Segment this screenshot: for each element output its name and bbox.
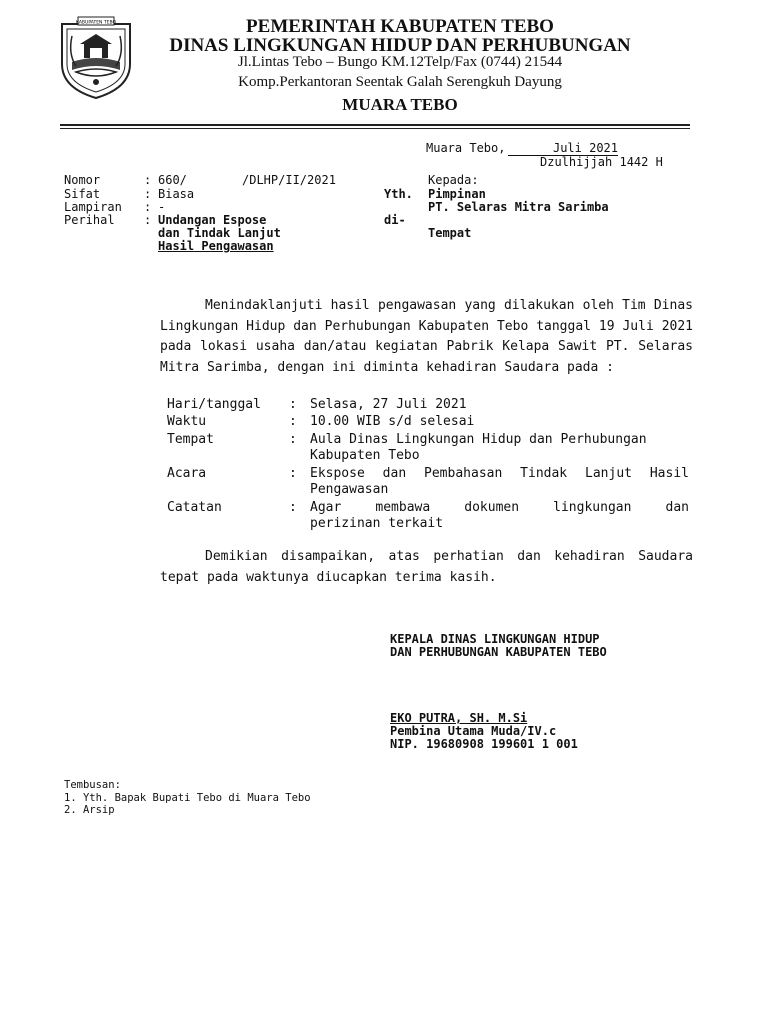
signatory-name: EKO PUTRA, SH. M.Si xyxy=(390,711,528,725)
signatory-title-1: KEPALA DINAS LINGKUNGAN HIDUP xyxy=(390,632,600,646)
recipient-tempat: Tempat xyxy=(428,226,472,240)
nomor-label: Nomor xyxy=(64,173,101,187)
detail-value-line: Kabupaten Tebo xyxy=(310,448,420,463)
letterhead-agency: DINAS LINGKUNGAN HIDUP DAN PERHUBUNGAN xyxy=(169,35,631,56)
recipient-yth: Yth. xyxy=(384,187,413,201)
detail-row xyxy=(167,414,689,430)
letterhead-government: PEMERINTAH KABUPATEN TEBO xyxy=(246,16,554,37)
detail-row xyxy=(167,397,689,413)
perihal-line-1: Undangan Espose xyxy=(158,213,267,227)
detail-value-line: perizinan terkait xyxy=(310,516,444,531)
letterhead-rule-thick xyxy=(60,124,690,126)
detail-value xyxy=(310,466,689,498)
colon: : xyxy=(289,466,297,481)
perihal-line-3: Hasil Pengawasan xyxy=(158,239,274,253)
colon: : xyxy=(289,500,297,515)
logo-lettering: KABUPATEN TEBO xyxy=(75,20,117,26)
lampiran-label: Lampiran xyxy=(64,200,122,214)
detail-label: Catatan xyxy=(167,500,222,515)
detail-row xyxy=(167,432,689,464)
detail-row xyxy=(167,466,689,498)
detail-value-line: Ekspose dan Pembahasan Tindak Lanjut Hasil xyxy=(310,466,689,481)
detail-value xyxy=(310,414,689,430)
tembusan-label: Tembusan: xyxy=(64,779,121,791)
detail-label: Acara xyxy=(167,466,207,481)
colon: : xyxy=(144,213,152,227)
detail-value-line: Pengawasan xyxy=(310,482,389,497)
colon: : xyxy=(144,173,152,187)
letterhead-rule-thin xyxy=(60,128,690,129)
nomor-value: 660/ xyxy=(158,173,187,187)
letterhead-complex: Komp.Perkantoran Seentak Galah Serengkuh Dayung xyxy=(238,74,562,90)
body-paragraph-1: Menindaklanjuti hasil pengawasan yang dilakukan oleh Tim Dinas Lingkungan Hidup dan Perhubungan Kabupaten Tebo tanggal 19 Juli 2021 pada lokasi usaha dan/atau kegiatan Pabrik Kelapa Sawit PT. Selaras Mitra Sarimba, dengan ini diminta kehadiran Saudara pada : xyxy=(160,298,693,375)
signatory-nip: NIP. 19680908 199601 1 001 xyxy=(390,737,578,751)
detail-value xyxy=(310,432,689,464)
detail-value-line: Agar membawa dokumen lingkungan dan xyxy=(310,500,689,515)
detail-value-line: Selasa, 27 Juli 2021 xyxy=(310,397,467,412)
detail-row xyxy=(167,500,689,532)
perihal-label: Perihal xyxy=(64,213,115,227)
detail-value xyxy=(310,500,689,532)
detail-value xyxy=(310,397,689,413)
body-paragraph-2: Demikian disampaikan, atas perhatian dan kehadiran Saudara tepat pada waktunya diucapkan terima kasih. xyxy=(160,549,693,585)
sifat-label: Sifat xyxy=(64,187,101,201)
colon: : xyxy=(289,397,297,412)
recipient-di: di- xyxy=(384,213,406,227)
signatory-title-2: DAN PERHUBUNGAN KABUPATEN TEBO xyxy=(390,645,607,659)
letterhead-address: Jl.Lintas Tebo – Bungo KM.12Telp/Fax (0744) 21544 xyxy=(237,54,563,70)
colon: : xyxy=(144,187,152,201)
recipient-kepada: Kepada: xyxy=(428,173,479,187)
event-details xyxy=(167,397,689,532)
letterhead-city: MUARA TEBO xyxy=(342,95,458,114)
perihal-line-2: dan Tindak Lanjut xyxy=(158,226,281,240)
recipient-name-1: Pimpinan xyxy=(428,187,486,201)
date-gregorian: Juli 2021 xyxy=(508,141,618,156)
detail-label: Waktu xyxy=(167,414,207,429)
tembusan-item: 2. Arsip xyxy=(64,804,115,816)
lampiran-value: - xyxy=(158,200,166,214)
recipient-name-2: PT. Selaras Mitra Sarimba xyxy=(428,200,609,214)
detail-label: Tempat xyxy=(167,432,214,447)
tembusan-item: 1. Yth. Bapak Bupati Tebo di Muara Tebo xyxy=(64,792,311,804)
colon: : xyxy=(289,414,297,429)
nomor-suffix: /DLHP/II/2021 xyxy=(242,173,336,187)
date-hijri: Dzulhijjah 1442 H xyxy=(540,155,663,169)
colon: : xyxy=(289,432,297,447)
date-place: Muara Tebo, xyxy=(426,141,506,155)
detail-value-line: Aula Dinas Lingkungan Hidup dan Perhubungan xyxy=(310,432,647,447)
detail-label: Hari/tanggal xyxy=(167,397,261,412)
detail-value-line: 10.00 WIB s/d selesai xyxy=(310,414,475,429)
sifat-value: Biasa xyxy=(158,187,195,201)
colon: : xyxy=(144,200,152,214)
signatory-rank: Pembina Utama Muda/IV.c xyxy=(390,724,557,738)
